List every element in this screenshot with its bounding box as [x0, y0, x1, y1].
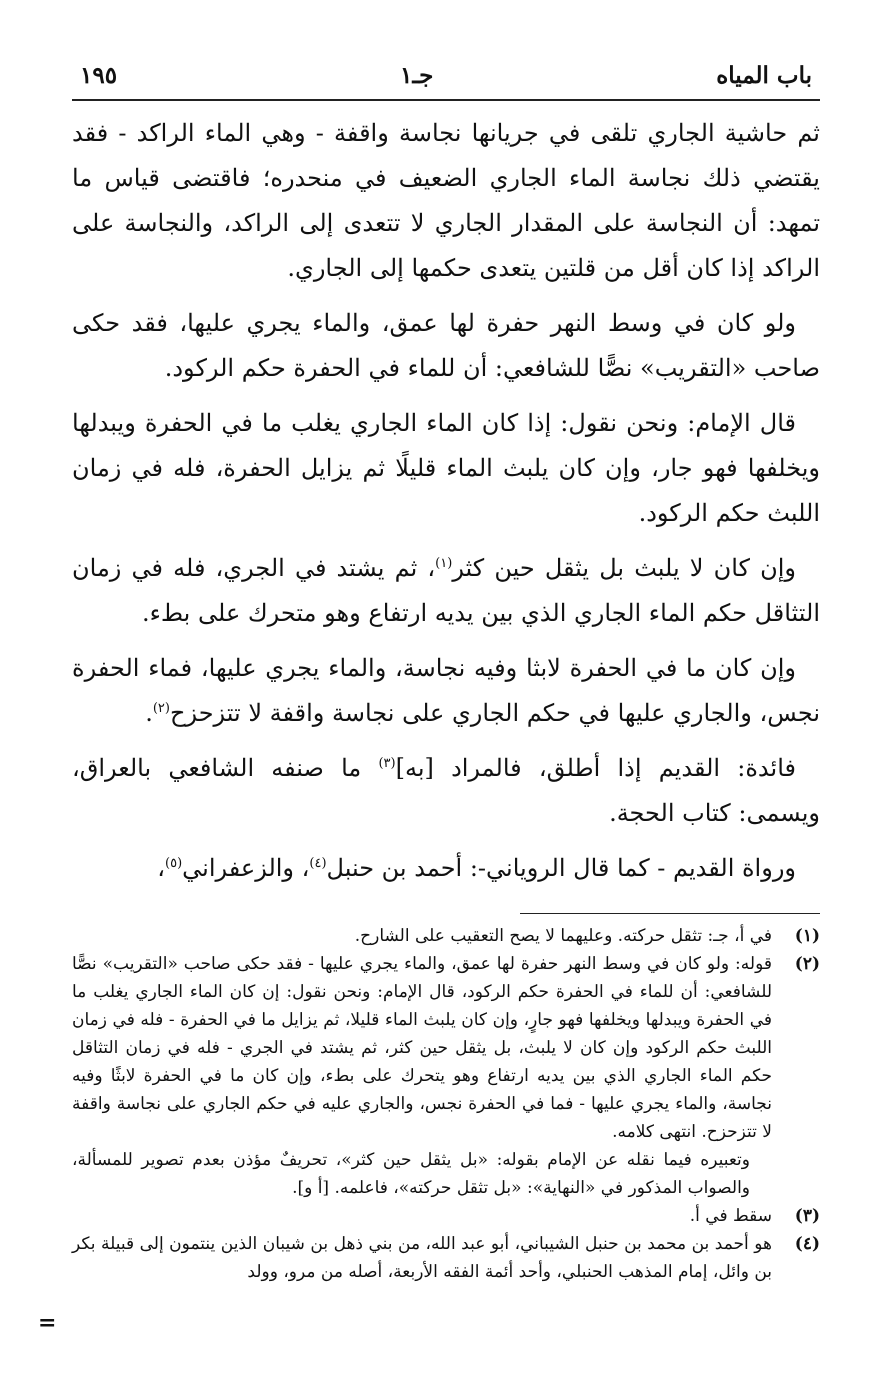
paragraph-6-text-b: ما صنفه الشافعي بالعراق، ويسمى: كتاب الحجة. [72, 754, 820, 827]
paragraph-5 [72, 646, 820, 736]
footnote-1 [72, 922, 820, 950]
page-number: ١٩٥ [80, 62, 118, 89]
paragraph-6-text-a: فائدة: القديم إذا أطلق، فالمراد [به] [395, 754, 796, 782]
paragraph-4-text-a: وإن كان لا يلبث بل يثقل حين كثر [452, 554, 796, 582]
page [72, 62, 820, 1286]
footnote-2 [72, 950, 820, 1146]
paragraph-7 [72, 846, 820, 891]
paragraph-2: ولو كان في وسط النهر حفرة لها عمق، والماء يجري عليها، فقد حكى صاحب «التقريب» نصًّا للشافعي: أن للماء في الحفرة حكم الركود. [72, 309, 820, 382]
footnote-4 [72, 1230, 820, 1286]
paragraph-7-text-b: ، والزعفراني [182, 854, 310, 882]
footnote-text: قوله: ولو كان في وسط النهر حفرة لها عمق، والماء يجري عليها - فقد حكى صاحب «التقريب» نصًّا للشافعي: أن للماء في الحفرة حكم الركود، قال الإمام: ونحن نقول: إن كان الماء الجاري يغلب ما في الحفرة ويبدلها ويخلفها فهو جارٍ، وإن كان يلبث الماء قليلا، ثم يزايل ما في الحفرة - فله في زمان اللبث حكم الركود وإن كان لا يلبث، بل يثقل حين كثر، ثم يشتد في الجري - فله في زمان التثاقل حكم الماء الجاري الذي بين يديه ارتفاع وهو يتحرك على بطء، وإن كان ما في الحفرة لابثًا وفيه نجاسة، والماء يجري عليها - فما في الحفرة نجس، والجاري عليه في حكم الجاري على نجاسة واقفة لا تتزحزح. انتهى كلامه. [72, 954, 772, 1142]
footnote-ref-4[interactable]: (٤) [309, 856, 327, 871]
paragraph-7-text-c: ، [157, 854, 165, 882]
volume-label: جـ١ [399, 62, 434, 89]
footnote-number: (١) [794, 926, 820, 946]
paragraph-5-text-b: . [145, 699, 153, 727]
paragraph-1: ثم حاشية الجاري تلقى في جريانها نجاسة واقفة - وهي الماء الراكد - فقد يقتضي ذلك نجاسة الماء الجاري الضعيف في منحدره؛ فاقتضى قياس ما تمهد: أن النجاسة على المقدار الجاري لا تتعدى إلى الراكد، والنجاسة على الراكد إذا كان أقل من قلتين يتعدى حكمها إلى الجاري. [72, 119, 820, 282]
running-header [72, 62, 820, 99]
paragraph-5-text-a: وإن كان ما في الحفرة لابثا وفيه نجاسة، والماء يجري عليها، فماء الحفرة نجس، والجاري عليها في حكم الجاري على نجاسة واقفة لا تتزحزح [72, 654, 820, 727]
main-text [72, 111, 820, 891]
footnote-text: هو أحمد بن محمد بن حنبل الشيباني، أبو عبد الله، من بني ذهل بن شيبان الذين ينتمون إلى قبيلة بكر بن وائل، إمام المذهب الحنبلي، وأحد أئمة الفقه الأربعة، أصله من مرو، وولد [72, 1234, 772, 1282]
footnote-ref-2[interactable]: (٢) [152, 701, 170, 716]
footnote-ref-3[interactable]: (٣) [378, 756, 396, 771]
footnote-2-continuation: وتعبيره فيما نقله عن الإمام بقوله: «بل يثقل حين كثر»، تحريفٌ مؤذن بعدم تصوير للمسألة، والصواب المذكور في «النهاية»: «بل تثقل حركته»، فاعلمه. [أ و]. [72, 1150, 750, 1198]
footnote-ref-5[interactable]: (٥) [165, 856, 183, 871]
footnote-number: (٤) [794, 1234, 820, 1254]
paragraph-7-text-a: ورواة القديم - كما قال الروياني-: أحمد بن حنبل [326, 854, 796, 882]
footnote-number: (٣) [794, 1206, 820, 1226]
paragraph-4 [72, 546, 820, 636]
paragraph-6 [72, 746, 820, 836]
footnote-rule [520, 913, 820, 914]
paragraph-4-text-b: ، ثم يشتد في الجري، فله في زمان التثاقل حكم الماء الجاري الذي بين يديه ارتفاع وهو متحرك على بطء. [72, 554, 820, 627]
footnotes [72, 922, 820, 1286]
footnote-3 [72, 1202, 820, 1230]
chapter-title: باب المياه [716, 62, 812, 89]
footnote-text: في أ، جـ: تثقل حركته. وعليهما لا يصح التعقيب على الشارح. [354, 926, 772, 946]
paragraph-3: قال الإمام: ونحن نقول: إذا كان الماء الجاري يغلب ما في الحفرة ويبدلها ويخلفها فهو جار، وإن كان يلبث الماء قليلًا ثم يزايل الحفرة، فله في زمان اللبث حكم الركود. [72, 409, 820, 527]
header-rule [72, 99, 820, 101]
footnote-text: سقط في أ. [689, 1206, 772, 1226]
continuation-mark: = [38, 1310, 57, 1336]
footnote-number: (٢) [794, 954, 820, 974]
footnote-ref-1[interactable]: (١) [435, 556, 453, 571]
